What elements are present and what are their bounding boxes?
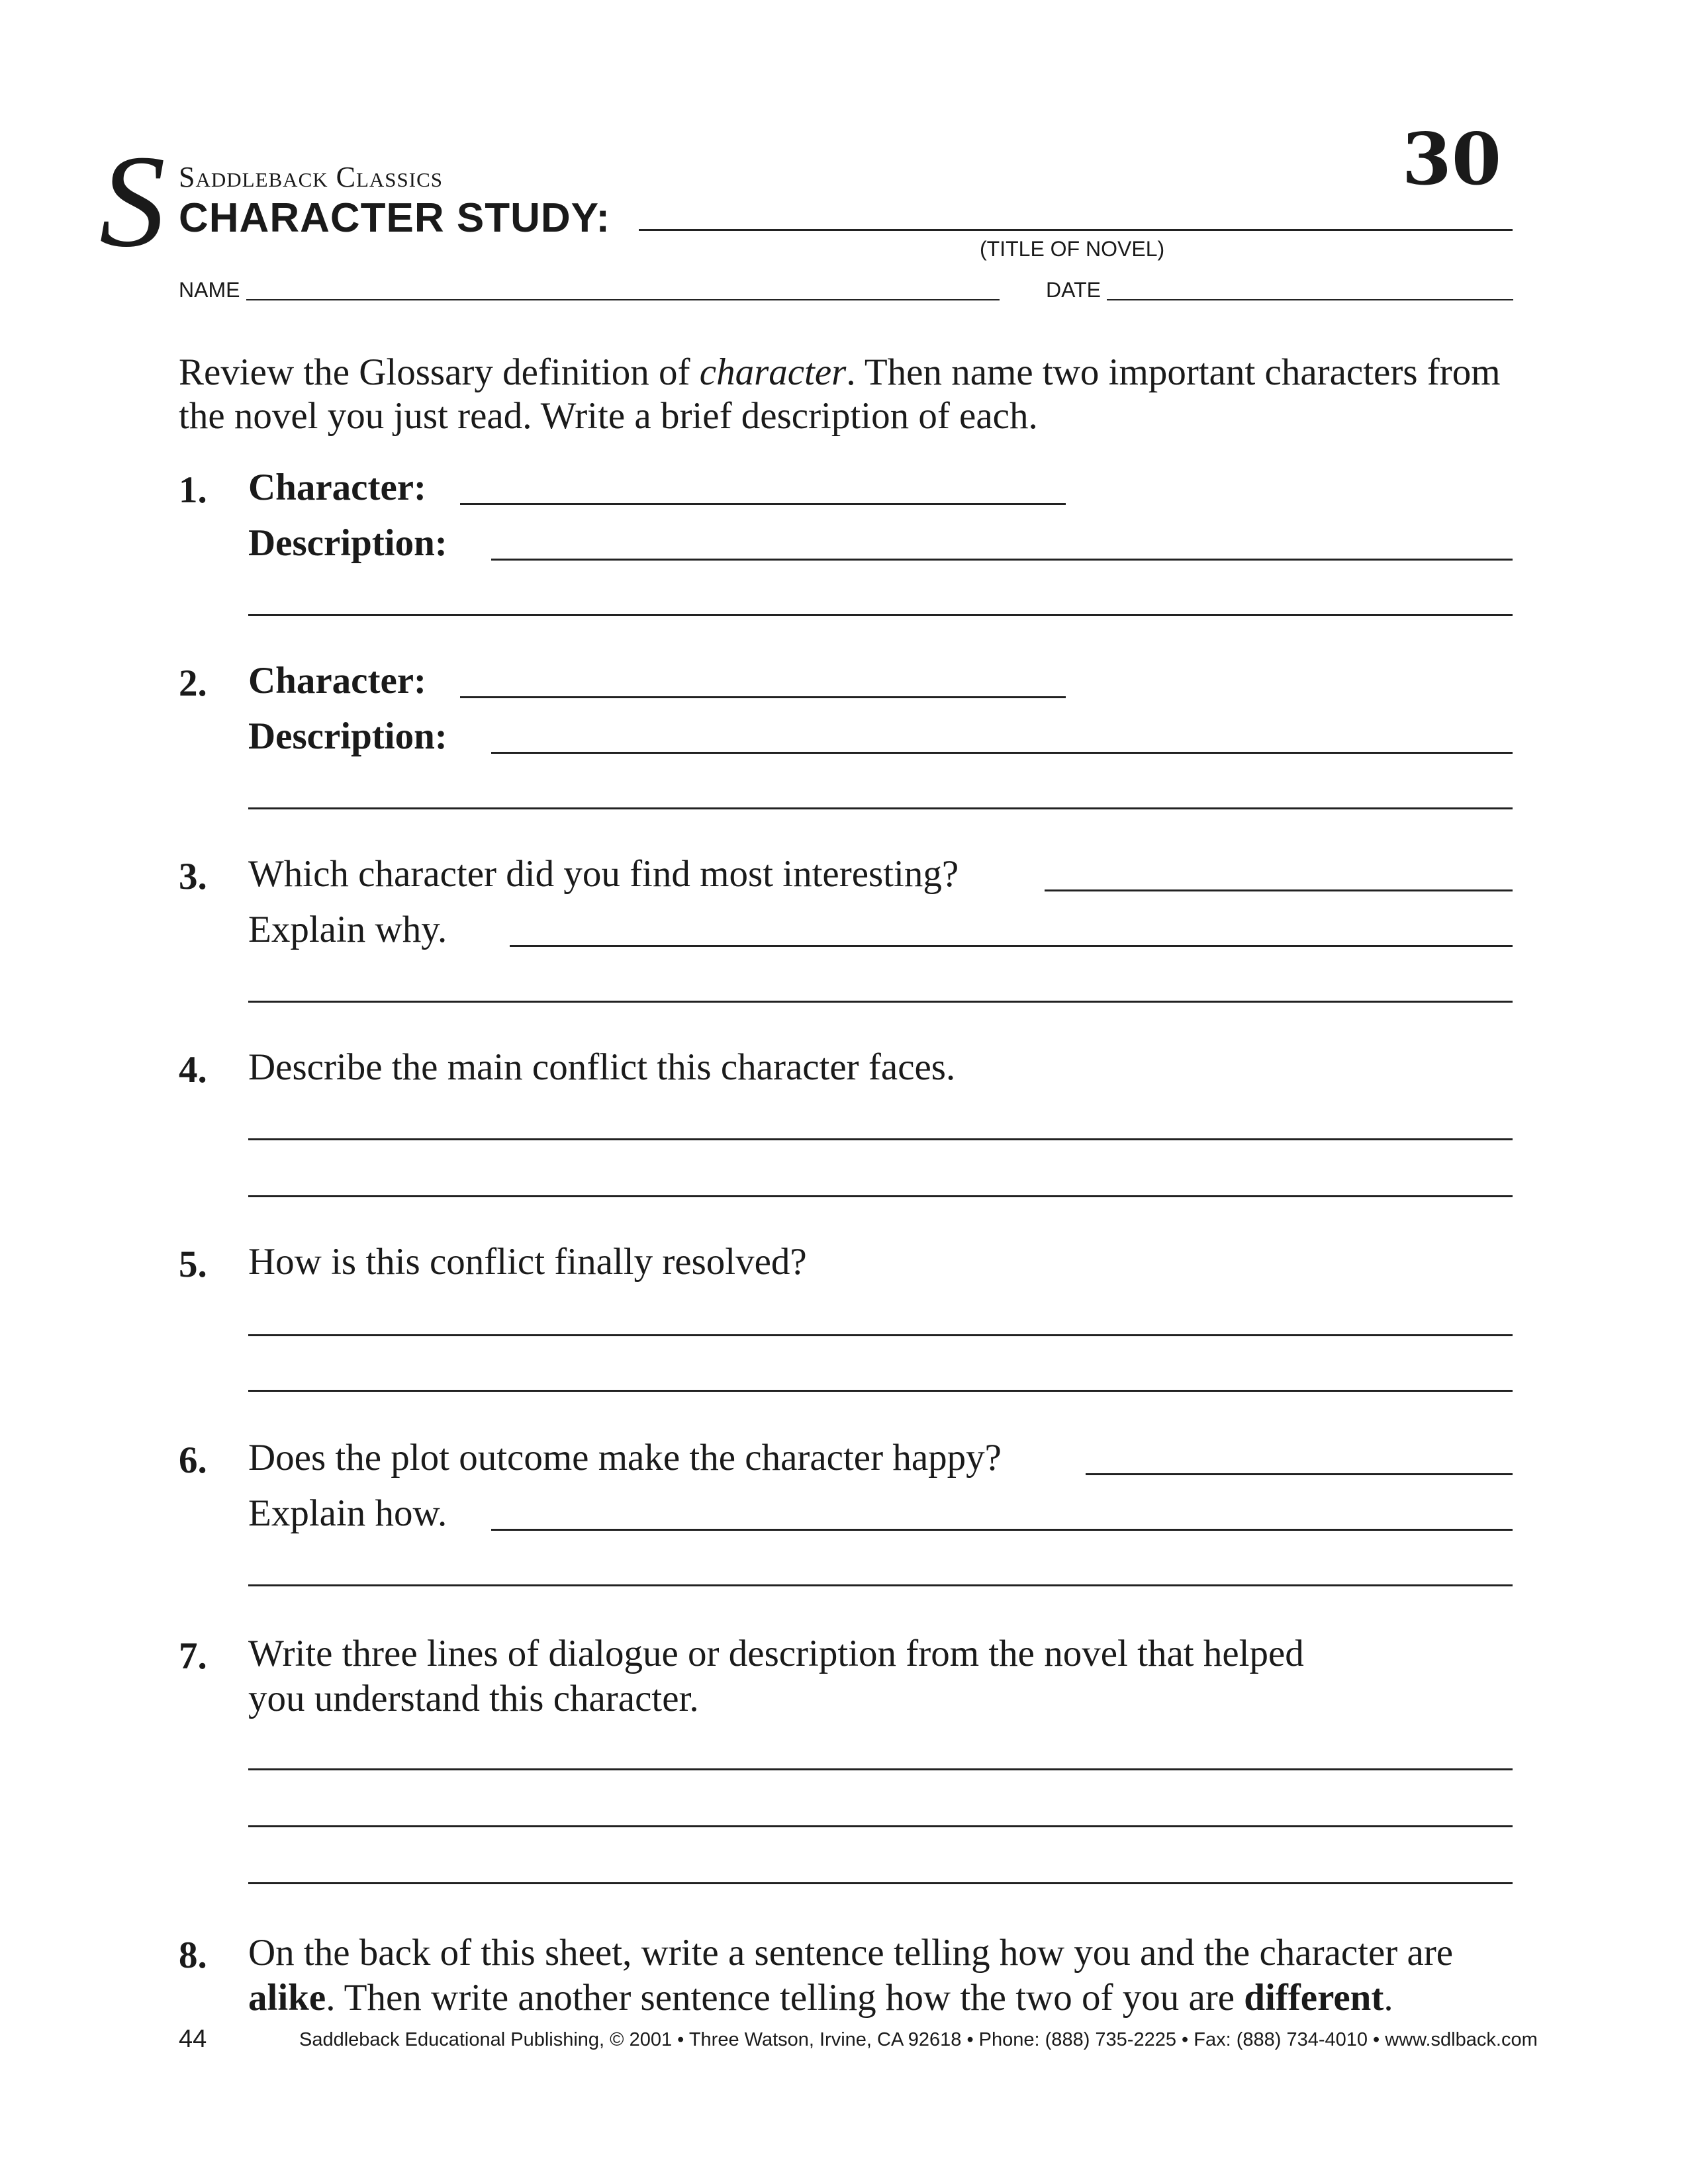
question-3-character-line[interactable] xyxy=(1045,889,1513,891)
question-6-followup: Explain how. xyxy=(248,1492,447,1534)
question-2-answer-line[interactable] xyxy=(491,752,1513,754)
worksheet-number: 30 xyxy=(1401,118,1501,201)
question-7-text-line-1: Write three lines of dialogue or description from the novel that helped xyxy=(248,1633,1304,1674)
question-1-answer-line[interactable] xyxy=(248,614,1513,616)
name-label: NAME xyxy=(179,278,240,302)
footer-publisher-info: Saddleback Educational Publishing, © 2001 • Three Watson, Irvine, CA 92618 • Phone: (888) 735-2225 • Fax: (888) 734-4010 • www.sdlback.com xyxy=(299,2029,1538,2050)
question-6-answer-line[interactable] xyxy=(491,1529,1513,1531)
question-5-text: How is this conflict finally resolved? xyxy=(248,1241,807,1283)
question-2-number: 2. xyxy=(179,662,207,704)
question-8-text-line-2: alike. Then write another sentence telling how the two of you are different. xyxy=(248,1977,1393,2019)
worksheet-title: CHARACTER STUDY: xyxy=(179,195,611,241)
question-3-answer-line[interactable] xyxy=(248,1001,1513,1003)
question-1-answer-line[interactable] xyxy=(491,559,1513,561)
series-name: Saddleback Classics xyxy=(179,161,444,193)
novel-title-caption: (TITLE OF NOVEL) xyxy=(980,237,1165,261)
question-3-followup: Explain why. xyxy=(248,909,447,950)
question-3-number: 3. xyxy=(179,856,207,897)
question-6-text: Does the plot outcome make the character happy? xyxy=(248,1437,1002,1479)
question-4-answer-line[interactable] xyxy=(248,1195,1513,1197)
question-7-answer-line[interactable] xyxy=(248,1825,1513,1827)
emphasis-different: different xyxy=(1244,1977,1384,2019)
question-4-number: 4. xyxy=(179,1049,207,1091)
question-6-number: 6. xyxy=(179,1439,207,1481)
novel-title-line[interactable] xyxy=(639,229,1513,231)
question-2-character-line[interactable] xyxy=(460,696,1066,698)
question-5-answer-line[interactable] xyxy=(248,1390,1513,1392)
question-1-character-label: Character: xyxy=(248,467,427,508)
question-8-number: 8. xyxy=(179,1934,207,1976)
instructions: Review the Glossary definition of character. Then name two important characters from the novel you just read. Write a brief description of each. xyxy=(179,351,1501,437)
question-7-number: 7. xyxy=(179,1635,207,1677)
question-5-number: 5. xyxy=(179,1244,207,1285)
question-7-answer-line[interactable] xyxy=(248,1882,1513,1884)
name-line[interactable] xyxy=(246,299,1000,300)
date-label: DATE xyxy=(1046,278,1101,302)
question-2-description-label: Description: xyxy=(248,715,447,757)
question-1-description-label: Description: xyxy=(248,522,447,564)
question-3-answer-line[interactable] xyxy=(510,945,1513,947)
question-4-answer-line[interactable] xyxy=(248,1138,1513,1140)
question-6-answer-line[interactable] xyxy=(248,1584,1513,1586)
question-1-character-line[interactable] xyxy=(460,503,1066,505)
footer-page-number: 44 xyxy=(179,2025,207,2053)
question-7-answer-line[interactable] xyxy=(248,1768,1513,1770)
question-6-short-answer-line[interactable] xyxy=(1086,1473,1513,1475)
question-2-character-label: Character: xyxy=(248,660,427,702)
date-line[interactable] xyxy=(1107,299,1513,300)
emphasis-alike: alike xyxy=(248,1977,326,2019)
question-7-text-line-2: you understand this character. xyxy=(248,1678,699,1719)
question-3-text: Which character did you find most interesting? xyxy=(248,853,959,895)
question-2-answer-line[interactable] xyxy=(248,807,1513,809)
saddleback-logo: S xyxy=(99,128,165,275)
question-5-answer-line[interactable] xyxy=(248,1334,1513,1336)
glossary-term: character xyxy=(699,351,847,393)
question-1-number: 1. xyxy=(179,469,207,511)
question-8-text-line-1: On the back of this sheet, write a sentence telling how you and the character are xyxy=(248,1932,1454,1974)
question-4-text: Describe the main conflict this character faces. xyxy=(248,1046,956,1088)
